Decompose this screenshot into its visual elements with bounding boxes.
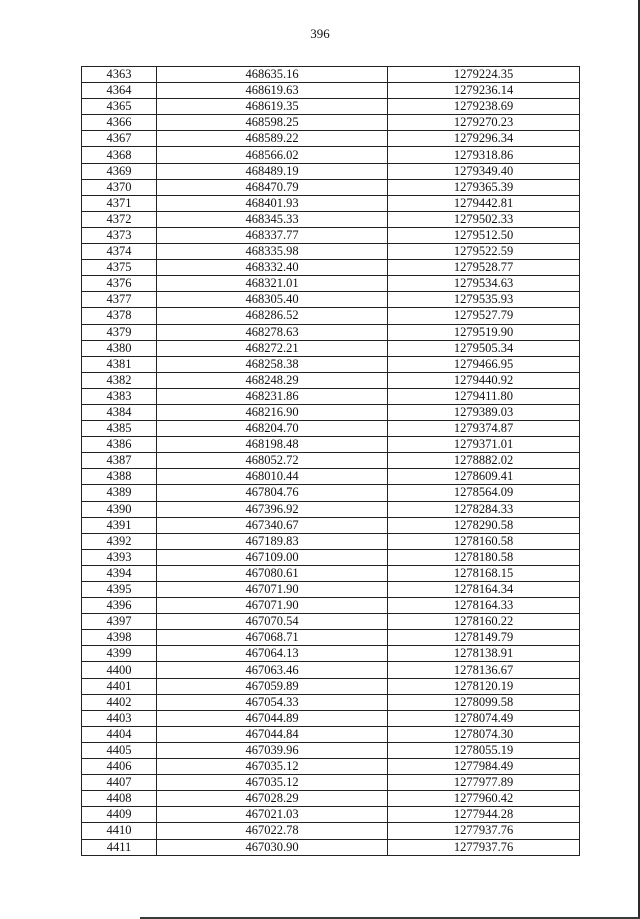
x-coordinate-cell: 468470.79: [157, 179, 388, 195]
point-id-cell: 4409: [82, 807, 157, 823]
coordinate-table: [81, 66, 580, 856]
y-coordinate-cell: 1279512.50: [388, 227, 580, 243]
point-id-cell: 4386: [82, 437, 157, 453]
y-coordinate-cell: 1278284.33: [388, 501, 580, 517]
y-coordinate-cell: 1278882.02: [388, 453, 580, 469]
x-coordinate-cell: 468332.40: [157, 260, 388, 276]
table-row: [82, 775, 580, 791]
x-coordinate-cell: 468345.33: [157, 211, 388, 227]
x-coordinate-cell: 468335.98: [157, 244, 388, 260]
table-row: [82, 131, 580, 147]
y-coordinate-cell: 1279527.79: [388, 308, 580, 324]
point-id-cell: 4366: [82, 115, 157, 131]
table-row: [82, 260, 580, 276]
table-row: [82, 421, 580, 437]
point-id-cell: 4372: [82, 211, 157, 227]
point-id-cell: 4410: [82, 823, 157, 839]
table-row: [82, 807, 580, 823]
x-coordinate-cell: 467071.90: [157, 598, 388, 614]
x-coordinate-cell: 467054.33: [157, 694, 388, 710]
table-row: [82, 276, 580, 292]
table-row: [82, 565, 580, 581]
table-row: [82, 195, 580, 211]
x-coordinate-cell: 467039.96: [157, 742, 388, 758]
y-coordinate-cell: 1277937.76: [388, 823, 580, 839]
table-row: [82, 759, 580, 775]
page-number: 396: [310, 26, 330, 41]
table-row: [82, 646, 580, 662]
x-coordinate-cell: 467044.89: [157, 710, 388, 726]
point-id-cell: 4397: [82, 614, 157, 630]
point-id-cell: 4393: [82, 549, 157, 565]
table-row: [82, 83, 580, 99]
table-row: [82, 582, 580, 598]
y-coordinate-cell: 1279502.33: [388, 211, 580, 227]
x-coordinate-cell: 467070.54: [157, 614, 388, 630]
point-id-cell: 4394: [82, 565, 157, 581]
y-coordinate-cell: 1278564.09: [388, 485, 580, 501]
table-row: [82, 308, 580, 324]
table-row: [82, 485, 580, 501]
point-id-cell: 4406: [82, 759, 157, 775]
point-id-cell: 4368: [82, 147, 157, 163]
point-id-cell: 4378: [82, 308, 157, 324]
x-coordinate-cell: 467044.84: [157, 726, 388, 742]
table-row: [82, 517, 580, 533]
x-coordinate-cell: 468272.21: [157, 340, 388, 356]
table-row: [82, 549, 580, 565]
table-row: [82, 99, 580, 115]
point-id-cell: 4411: [82, 839, 157, 855]
point-id-cell: 4384: [82, 404, 157, 420]
table-row: [82, 694, 580, 710]
table-row: [82, 839, 580, 855]
y-coordinate-cell: 1279505.34: [388, 340, 580, 356]
y-coordinate-cell: 1279296.34: [388, 131, 580, 147]
point-id-cell: 4388: [82, 469, 157, 485]
y-coordinate-cell: 1278609.41: [388, 469, 580, 485]
table-row: [82, 67, 580, 83]
x-coordinate-cell: 467109.00: [157, 549, 388, 565]
y-coordinate-cell: 1278160.58: [388, 533, 580, 549]
y-coordinate-cell: 1279442.81: [388, 195, 580, 211]
x-coordinate-cell: 468258.38: [157, 356, 388, 372]
y-coordinate-cell: 1278164.34: [388, 582, 580, 598]
point-id-cell: 4375: [82, 260, 157, 276]
x-coordinate-cell: 468278.63: [157, 324, 388, 340]
point-id-cell: 4381: [82, 356, 157, 372]
y-coordinate-cell: 1278164.33: [388, 598, 580, 614]
x-coordinate-cell: 468010.44: [157, 469, 388, 485]
y-coordinate-cell: 1279534.63: [388, 276, 580, 292]
y-coordinate-cell: 1277944.28: [388, 807, 580, 823]
x-coordinate-cell: 468231.86: [157, 388, 388, 404]
y-coordinate-cell: 1278180.58: [388, 549, 580, 565]
y-coordinate-cell: 1279519.90: [388, 324, 580, 340]
x-coordinate-cell: 467189.83: [157, 533, 388, 549]
point-id-cell: 4383: [82, 388, 157, 404]
point-id-cell: 4396: [82, 598, 157, 614]
point-id-cell: 4385: [82, 421, 157, 437]
point-id-cell: 4387: [82, 453, 157, 469]
y-coordinate-cell: 1279365.39: [388, 179, 580, 195]
point-id-cell: 4382: [82, 372, 157, 388]
table-row: [82, 726, 580, 742]
y-coordinate-cell: 1279535.93: [388, 292, 580, 308]
y-coordinate-cell: 1279528.77: [388, 260, 580, 276]
point-id-cell: 4373: [82, 227, 157, 243]
x-coordinate-cell: 468489.19: [157, 163, 388, 179]
y-coordinate-cell: 1279238.69: [388, 99, 580, 115]
table-row: [82, 211, 580, 227]
point-id-cell: 4401: [82, 678, 157, 694]
x-coordinate-cell: 468286.52: [157, 308, 388, 324]
point-id-cell: 4407: [82, 775, 157, 791]
x-coordinate-cell: 468216.90: [157, 404, 388, 420]
point-id-cell: 4377: [82, 292, 157, 308]
coordinate-table-body: [82, 67, 580, 856]
point-id-cell: 4380: [82, 340, 157, 356]
y-coordinate-cell: 1279270.23: [388, 115, 580, 131]
table-row: [82, 791, 580, 807]
y-coordinate-cell: 1278074.30: [388, 726, 580, 742]
table-row: [82, 598, 580, 614]
x-coordinate-cell: 468401.93: [157, 195, 388, 211]
y-coordinate-cell: 1278168.15: [388, 565, 580, 581]
x-coordinate-cell: 467064.13: [157, 646, 388, 662]
point-id-cell: 4390: [82, 501, 157, 517]
table-row: [82, 501, 580, 517]
x-coordinate-cell: 467804.76: [157, 485, 388, 501]
point-id-cell: 4404: [82, 726, 157, 742]
y-coordinate-cell: 1279236.14: [388, 83, 580, 99]
point-id-cell: 4370: [82, 179, 157, 195]
y-coordinate-cell: 1279224.35: [388, 67, 580, 83]
table-row: [82, 662, 580, 678]
x-coordinate-cell: 468337.77: [157, 227, 388, 243]
y-coordinate-cell: 1278099.58: [388, 694, 580, 710]
x-coordinate-cell: 468619.63: [157, 83, 388, 99]
table-row: [82, 163, 580, 179]
x-coordinate-cell: 468198.48: [157, 437, 388, 453]
y-coordinate-cell: 1279411.80: [388, 388, 580, 404]
table-row: [82, 630, 580, 646]
y-coordinate-cell: 1278138.91: [388, 646, 580, 662]
table-row: [82, 340, 580, 356]
table-row: [82, 388, 580, 404]
point-id-cell: 4374: [82, 244, 157, 260]
x-coordinate-cell: 467021.03: [157, 807, 388, 823]
x-coordinate-cell: 467030.90: [157, 839, 388, 855]
table-row: [82, 469, 580, 485]
y-coordinate-cell: 1278120.19: [388, 678, 580, 694]
y-coordinate-cell: 1279389.03: [388, 404, 580, 420]
x-coordinate-cell: 468635.16: [157, 67, 388, 83]
x-coordinate-cell: 468566.02: [157, 147, 388, 163]
table-row: [82, 404, 580, 420]
table-row: [82, 453, 580, 469]
x-coordinate-cell: 467035.12: [157, 759, 388, 775]
point-id-cell: 4402: [82, 694, 157, 710]
point-id-cell: 4389: [82, 485, 157, 501]
table-row: [82, 244, 580, 260]
x-coordinate-cell: 468321.01: [157, 276, 388, 292]
table-row: [82, 227, 580, 243]
x-coordinate-cell: 467080.61: [157, 565, 388, 581]
y-coordinate-cell: 1278149.79: [388, 630, 580, 646]
table-row: [82, 115, 580, 131]
table-row: [82, 324, 580, 340]
point-id-cell: 4379: [82, 324, 157, 340]
table-row: [82, 533, 580, 549]
table-row: [82, 437, 580, 453]
table-row: [82, 742, 580, 758]
table-row: [82, 356, 580, 372]
point-id-cell: 4405: [82, 742, 157, 758]
x-coordinate-cell: 468204.70: [157, 421, 388, 437]
table-row: [82, 179, 580, 195]
point-id-cell: 4395: [82, 582, 157, 598]
x-coordinate-cell: 467068.71: [157, 630, 388, 646]
point-id-cell: 4369: [82, 163, 157, 179]
point-id-cell: 4403: [82, 710, 157, 726]
y-coordinate-cell: 1279522.59: [388, 244, 580, 260]
x-coordinate-cell: 467340.67: [157, 517, 388, 533]
x-coordinate-cell: 468589.22: [157, 131, 388, 147]
table-row: [82, 678, 580, 694]
point-id-cell: 4367: [82, 131, 157, 147]
x-coordinate-cell: 467063.46: [157, 662, 388, 678]
table-row: [82, 292, 580, 308]
table-row: [82, 147, 580, 163]
point-id-cell: 4400: [82, 662, 157, 678]
point-id-cell: 4392: [82, 533, 157, 549]
y-coordinate-cell: 1279374.87: [388, 421, 580, 437]
y-coordinate-cell: 1278160.22: [388, 614, 580, 630]
x-coordinate-cell: 467071.90: [157, 582, 388, 598]
y-coordinate-cell: 1279466.95: [388, 356, 580, 372]
y-coordinate-cell: 1278290.58: [388, 517, 580, 533]
x-coordinate-cell: 468248.29: [157, 372, 388, 388]
point-id-cell: 4398: [82, 630, 157, 646]
y-coordinate-cell: 1278136.67: [388, 662, 580, 678]
x-coordinate-cell: 468305.40: [157, 292, 388, 308]
x-coordinate-cell: 468598.25: [157, 115, 388, 131]
x-coordinate-cell: 467022.78: [157, 823, 388, 839]
y-coordinate-cell: 1278074.49: [388, 710, 580, 726]
y-coordinate-cell: 1278055.19: [388, 742, 580, 758]
x-coordinate-cell: 467035.12: [157, 775, 388, 791]
y-coordinate-cell: 1279440.92: [388, 372, 580, 388]
point-id-cell: 4399: [82, 646, 157, 662]
x-coordinate-cell: 468052.72: [157, 453, 388, 469]
point-id-cell: 4364: [82, 83, 157, 99]
table-row: [82, 710, 580, 726]
y-coordinate-cell: 1277984.49: [388, 759, 580, 775]
x-coordinate-cell: 467059.89: [157, 678, 388, 694]
x-coordinate-cell: 468619.35: [157, 99, 388, 115]
x-coordinate-cell: 467396.92: [157, 501, 388, 517]
table-row: [82, 614, 580, 630]
y-coordinate-cell: 1277977.89: [388, 775, 580, 791]
table-row: [82, 372, 580, 388]
point-id-cell: 4371: [82, 195, 157, 211]
table-row: [82, 823, 580, 839]
point-id-cell: 4363: [82, 67, 157, 83]
point-id-cell: 4391: [82, 517, 157, 533]
point-id-cell: 4365: [82, 99, 157, 115]
y-coordinate-cell: 1279318.86: [388, 147, 580, 163]
y-coordinate-cell: 1279349.40: [388, 163, 580, 179]
point-id-cell: 4408: [82, 791, 157, 807]
x-coordinate-cell: 467028.29: [157, 791, 388, 807]
point-id-cell: 4376: [82, 276, 157, 292]
y-coordinate-cell: 1277937.76: [388, 839, 580, 855]
y-coordinate-cell: 1277960.42: [388, 791, 580, 807]
y-coordinate-cell: 1279371.01: [388, 437, 580, 453]
